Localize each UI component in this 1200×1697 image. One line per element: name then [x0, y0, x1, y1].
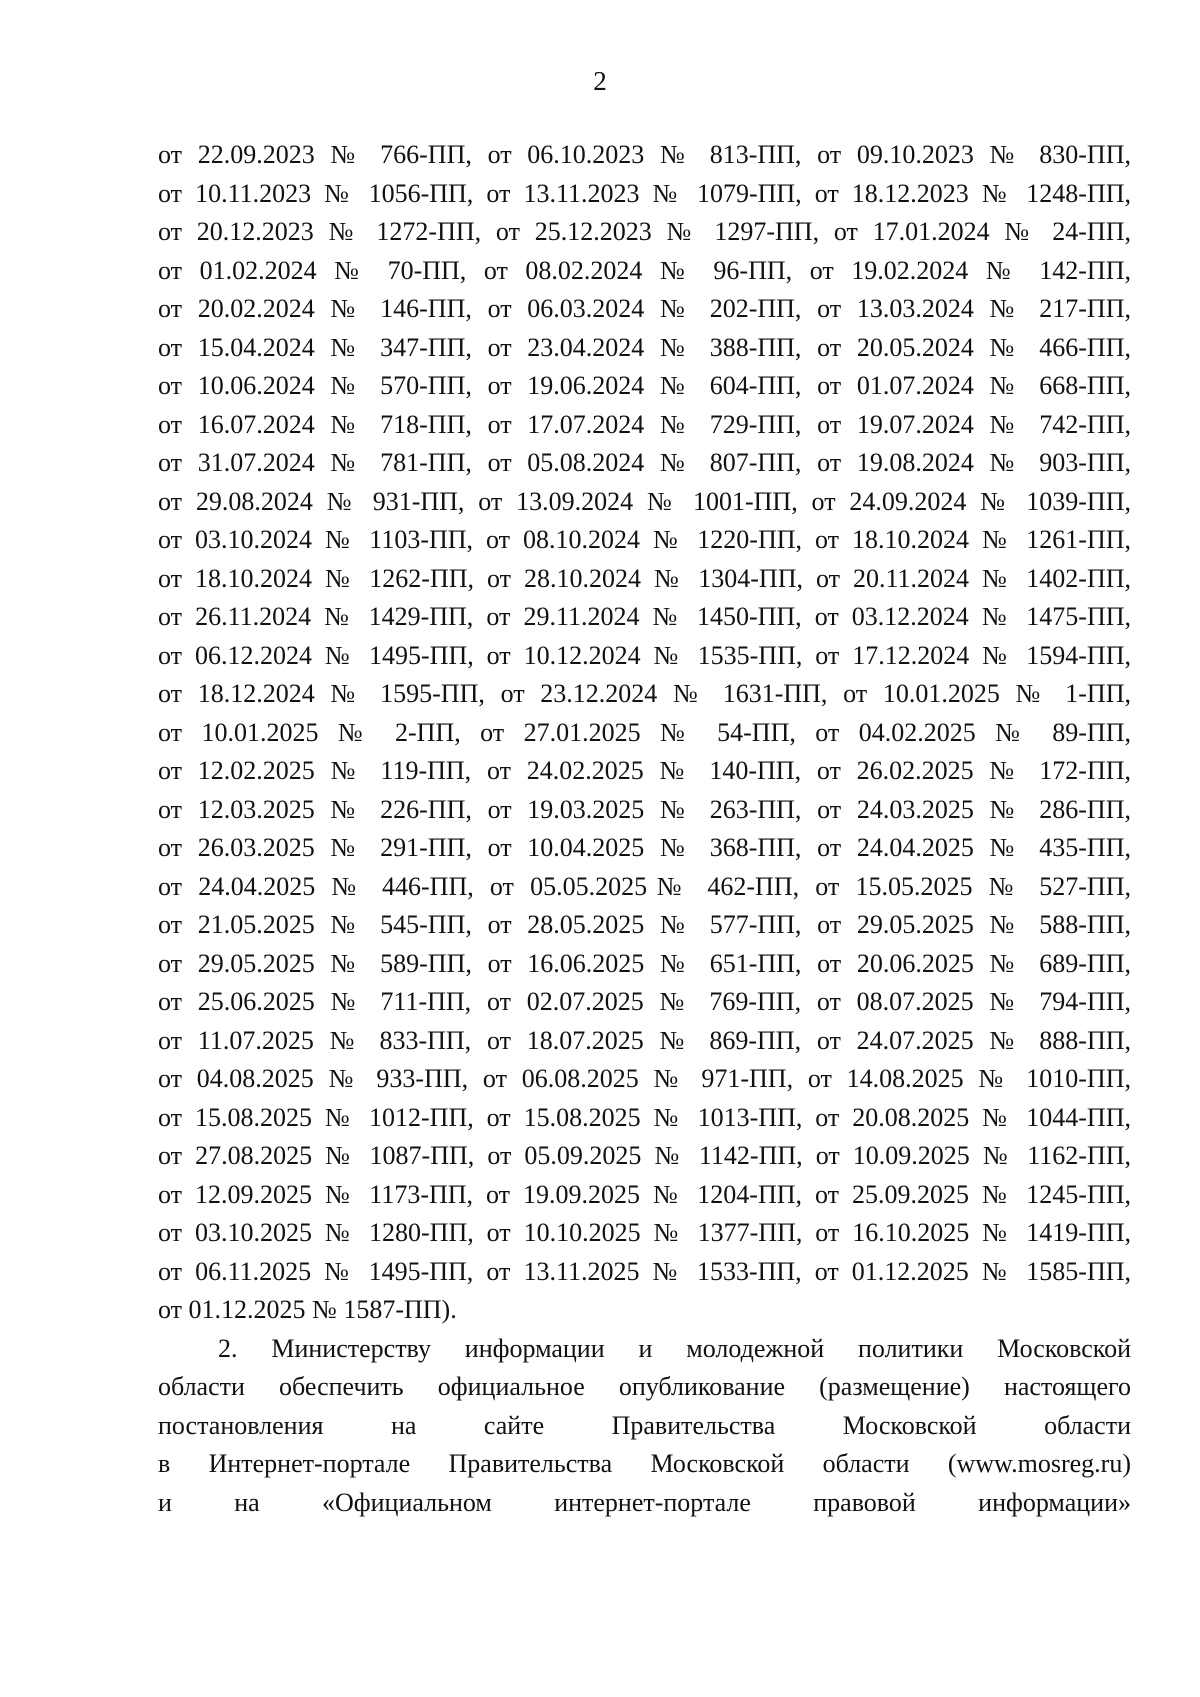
paragraph-line: и на «Официальном интернет-портале правовой информации» — [158, 1487, 1131, 1517]
list-line: от 12.09.2025 № 1173-ПП, от 19.09.2025 № 1204-ПП, от 25.09.2025 № 1245-ПП, — [158, 1179, 1131, 1209]
list-line: от 15.08.2025 № 1012-ПП, от 15.08.2025 № 1013-ПП, от 20.08.2025 № 1044-ПП, — [158, 1102, 1131, 1132]
list-line: от 20.12.2023 № 1272-ПП, от 25.12.2023 № 1297-ПП, от 17.01.2024 № 24-ПП, — [158, 217, 1131, 246]
list-line: от 06.12.2024 № 1495-ПП, от 10.12.2024 № 1535-ПП, от 17.12.2024 № 1594-ПП, — [158, 640, 1131, 670]
list-line: от 27.08.2025 № 1087-ПП, от 05.09.2025 № 1142-ПП, от 10.09.2025 № 1162-ПП, — [158, 1141, 1131, 1170]
list-line: от 12.03.2025 № 226-ПП, от 19.03.2025 № 263-ПП, от 24.03.2025 № 286-ПП, — [158, 794, 1131, 824]
list-line: от 06.11.2025 № 1495-ПП, от 13.11.2025 № 1533-ПП, от 01.12.2025 № 1585-ПП, — [158, 1256, 1131, 1286]
list-line: от 25.06.2025 № 711-ПП, от 02.07.2025 № 769-ПП, от 08.07.2025 № 794-ПП, — [158, 987, 1131, 1016]
amendments-list — [158, 136, 1131, 1330]
paragraph-line: 2. Министерству информации и молодежной политики Московской — [218, 1333, 1131, 1363]
list-line: от 18.10.2024 № 1262-ПП, от 28.10.2024 № 1304-ПП, от 20.11.2024 № 1402-ПП, — [158, 563, 1131, 593]
list-line: от 26.11.2024 № 1429-ПП, от 29.11.2024 № 1450-ПП, от 03.12.2024 № 1475-ПП, — [158, 602, 1131, 631]
list-line: от 31.07.2024 № 781-ПП, от 05.08.2024 № 807-ПП, от 19.08.2024 № 903-ПП, — [158, 448, 1131, 477]
list-line: от 15.04.2024 № 347-ПП, от 23.04.2024 № 388-ПП, от 20.05.2024 № 466-ПП, — [158, 332, 1131, 362]
list-line: от 11.07.2025 № 833-ПП, от 18.07.2025 № 869-ПП, от 24.07.2025 № 888-ПП, — [158, 1025, 1131, 1055]
list-line: от 10.11.2023 № 1056-ПП, от 13.11.2023 № 1079-ПП, от 18.12.2023 № 1248-ПП, — [158, 178, 1131, 208]
list-line: от 21.05.2025 № 545-ПП, от 28.05.2025 № 577-ПП, от 29.05.2025 № 588-ПП, — [158, 910, 1131, 939]
paragraph-line: в Интернет-портале Правительства Московской области (www.mosreg.ru) — [158, 1449, 1131, 1478]
list-line: от 20.02.2024 № 146-ПП, от 06.03.2024 № 202-ПП, от 13.03.2024 № 217-ПП, — [158, 294, 1131, 323]
paragraph-2 — [158, 1330, 1131, 1523]
list-line-final: от 01.12.2025 № 1587-ПП). — [158, 1295, 457, 1324]
paragraph-line: постановления на сайте Правительства Московской области — [158, 1410, 1131, 1440]
list-line: от 24.04.2025 № 446-ПП, от 05.05.2025№ 462-ПП, от 15.05.2025 № 527-ПП, — [158, 871, 1131, 901]
list-line: от 29.05.2025 № 589-ПП, от 16.06.2025 № 651-ПП, от 20.06.2025 № 689-ПП, — [158, 948, 1131, 978]
list-line: от 03.10.2024 № 1103-ПП, от 08.10.2024 № 1220-ПП, от 18.10.2024 № 1261-ПП, — [158, 525, 1131, 554]
paragraph-line: области обеспечить официальное опубликование (размещение) настоящего — [158, 1372, 1131, 1401]
list-line: от 29.08.2024 № 931-ПП, от 13.09.2024 № 1001-ПП, от 24.09.2024 № 1039-ПП, — [158, 486, 1131, 516]
page-number: 2 — [593, 66, 607, 96]
list-line: от 16.07.2024 № 718-ПП, от 17.07.2024 № 729-ПП, от 19.07.2024 № 742-ПП, — [158, 409, 1131, 439]
list-line: от 01.02.2024 № 70-ПП, от 08.02.2024 № 96-ПП, от 19.02.2024 № 142-ПП, — [158, 255, 1131, 285]
list-line: от 10.01.2025 № 2-ПП, от 27.01.2025 № 54-ПП, от 04.02.2025 № 89-ПП, — [158, 717, 1131, 747]
list-line: от 10.06.2024 № 570-ПП, от 19.06.2024 № 604-ПП, от 01.07.2024 № 668-ПП, — [158, 371, 1131, 400]
list-line: от 22.09.2023 № 766-ПП, от 06.10.2023 № 813-ПП, от 09.10.2023 № 830-ПП, — [158, 140, 1131, 169]
list-line: от 12.02.2025 № 119-ПП, от 24.02.2025 № 140-ПП, от 26.02.2025 № 172-ПП, — [158, 756, 1131, 785]
list-line: от 18.12.2024 № 1595-ПП, от 23.12.2024 № 1631-ПП, от 10.01.2025 № 1-ПП, — [158, 679, 1131, 708]
document-body — [158, 136, 1131, 1522]
list-line: от 03.10.2025 № 1280-ПП, от 10.10.2025 № 1377-ПП, от 16.10.2025 № 1419-ПП, — [158, 1218, 1131, 1247]
list-line: от 26.03.2025 № 291-ПП, от 10.04.2025 № 368-ПП, от 24.04.2025 № 435-ПП, — [158, 833, 1131, 862]
list-line: от 04.08.2025 № 933-ПП, от 06.08.2025 № 971-ПП, от 14.08.2025 № 1010-ПП, — [158, 1064, 1131, 1093]
